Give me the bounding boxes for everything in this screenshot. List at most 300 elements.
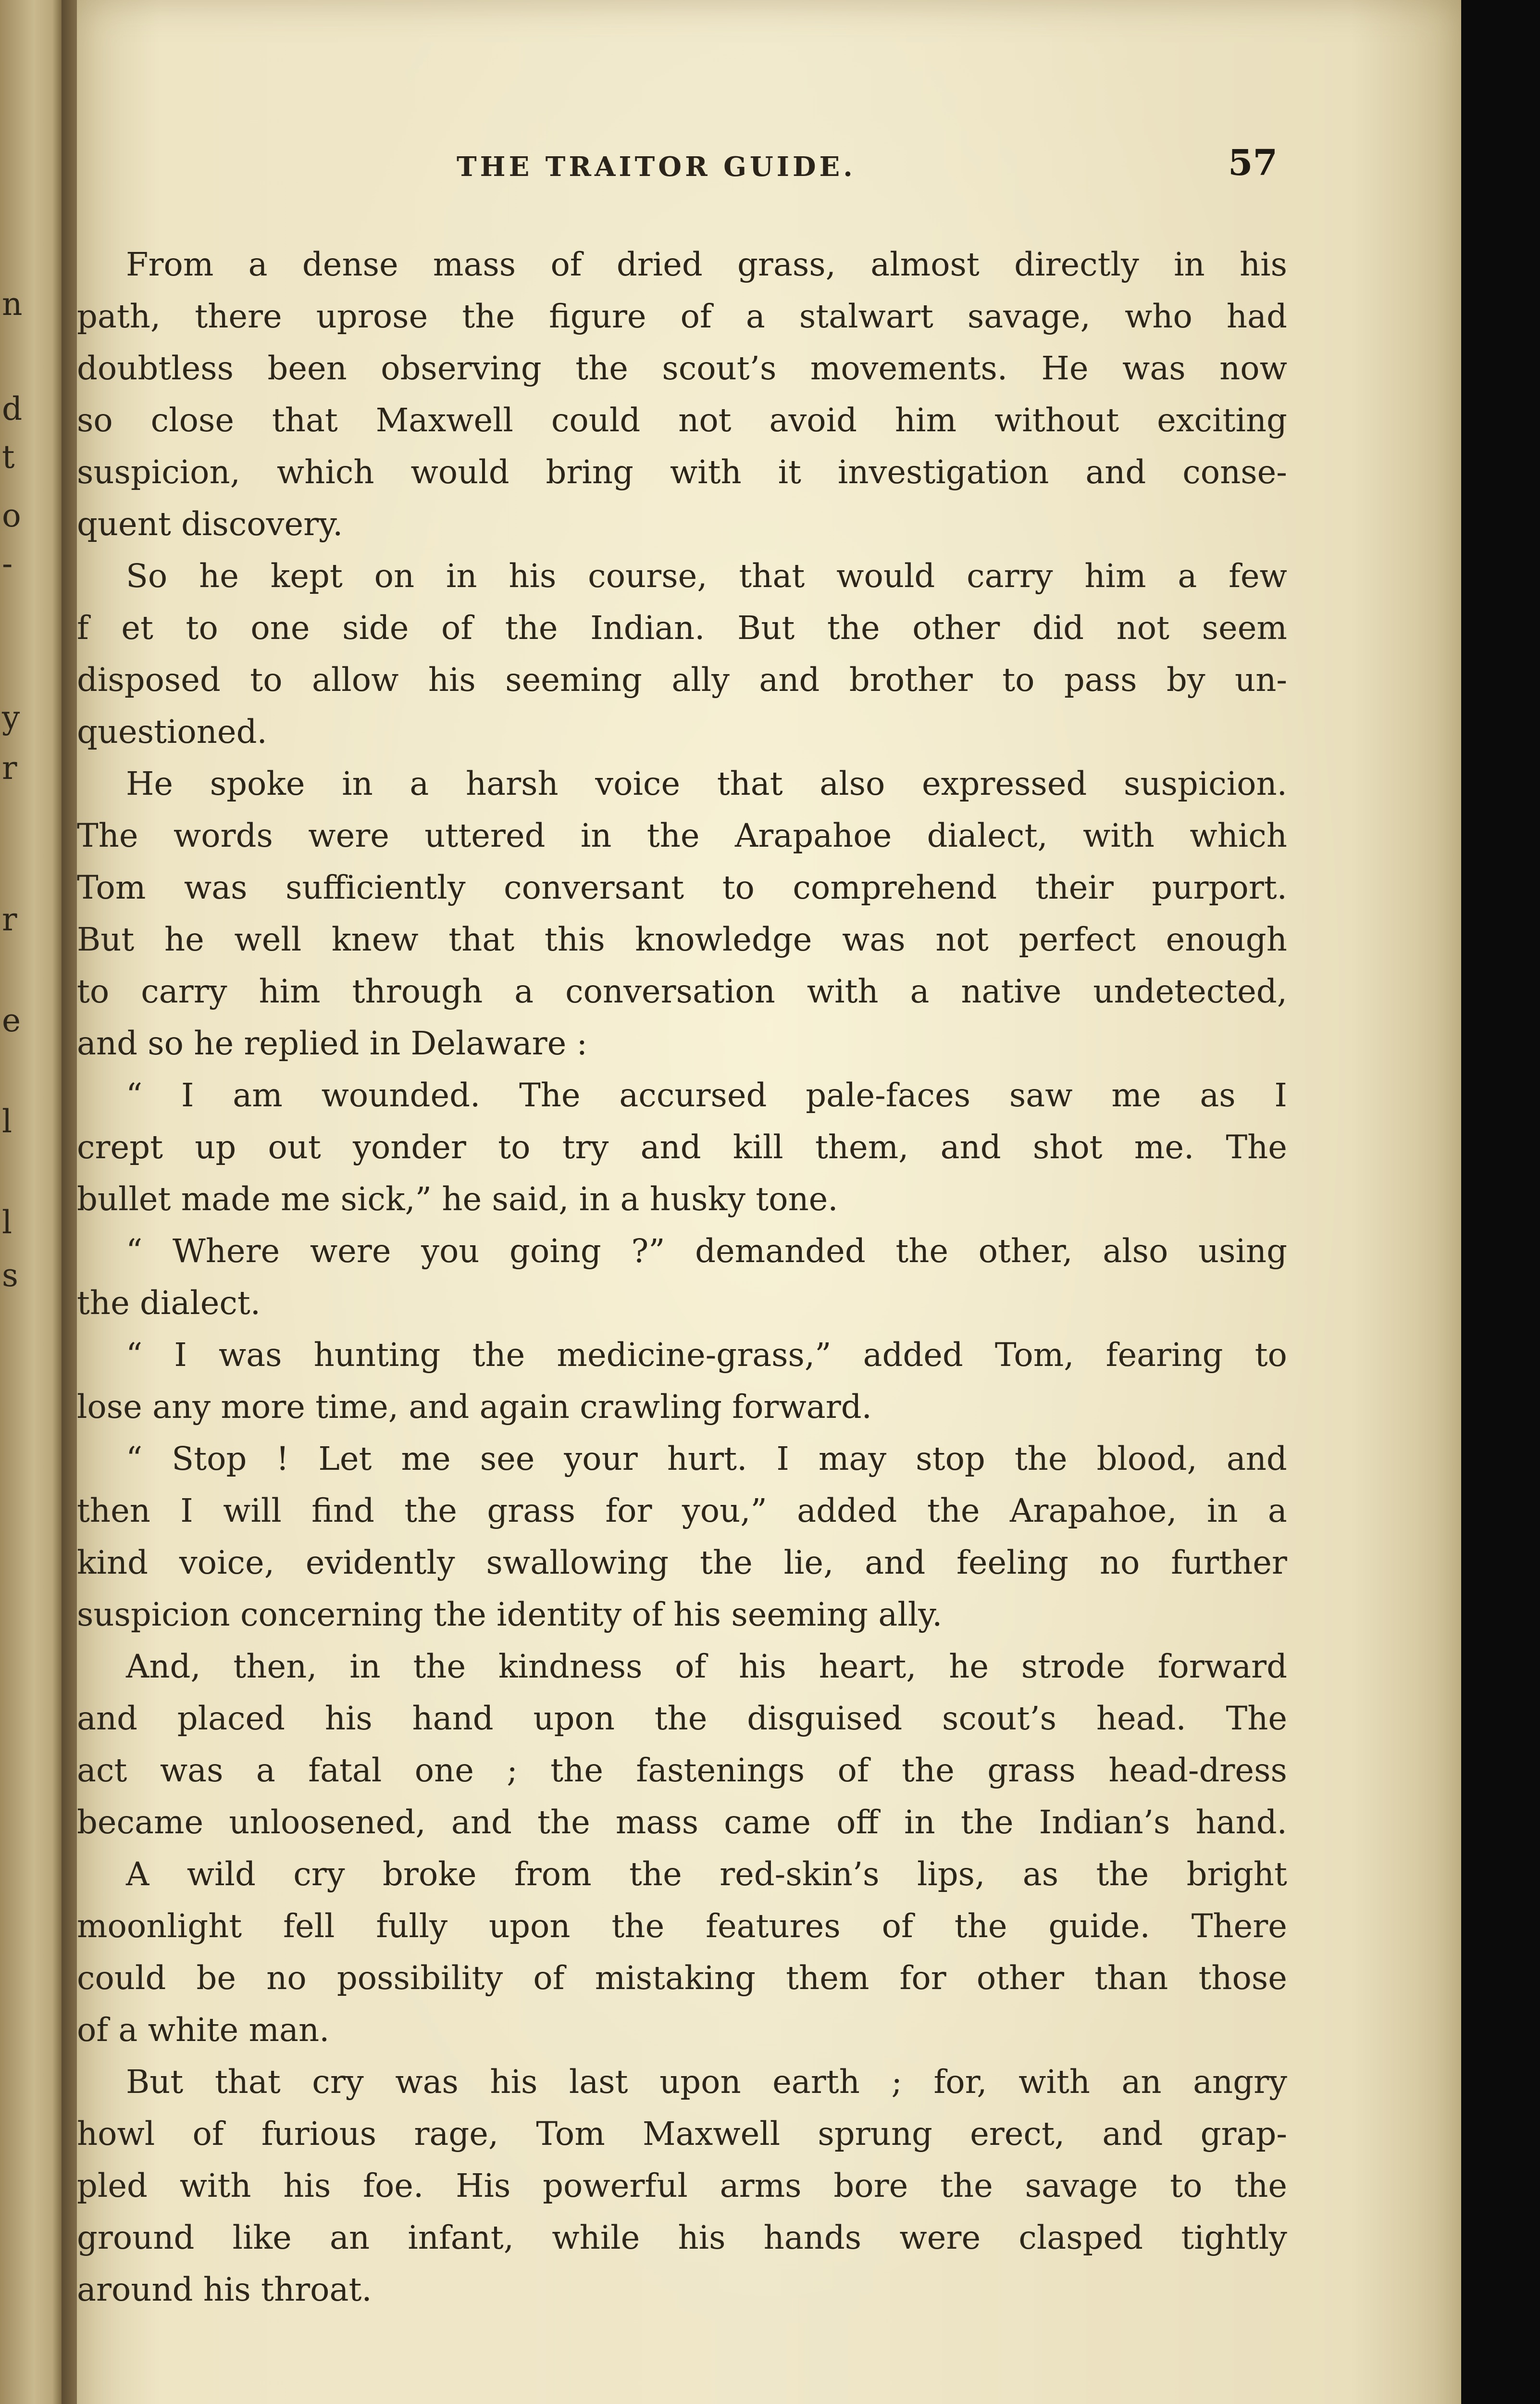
word: not	[1116, 609, 1170, 647]
left-page-fragment: t	[2, 438, 15, 476]
word: heart,	[819, 1648, 917, 1685]
word: was	[160, 1752, 224, 1789]
word: a	[1178, 557, 1197, 595]
word: stalwart	[799, 298, 933, 335]
word: Indian.	[590, 609, 705, 647]
text-line	[77, 238, 1287, 290]
word: could	[77, 1959, 166, 1997]
word: no	[266, 1959, 307, 1997]
text-line	[77, 1796, 1287, 1848]
word: sufficiently	[286, 869, 466, 906]
word: so	[77, 401, 113, 439]
word: him	[894, 401, 957, 439]
word: infant,	[408, 2219, 514, 2256]
text-line	[77, 602, 1287, 654]
word: the	[575, 350, 628, 387]
word: hand.	[1195, 1803, 1287, 1841]
word: added	[863, 1336, 963, 1374]
word: their	[1035, 869, 1114, 906]
word: medicine-grass,”	[557, 1336, 832, 1374]
word: the	[611, 1907, 665, 1945]
word: that	[448, 921, 515, 958]
word: suspicion.	[1123, 765, 1287, 802]
left-page-fragment: s	[2, 1257, 18, 1294]
word: words	[173, 817, 273, 854]
text-line	[77, 654, 1287, 706]
word: to	[722, 869, 755, 906]
word: ally	[671, 661, 730, 699]
word: wild	[186, 1855, 256, 1893]
word: me	[401, 1440, 451, 1477]
word: a	[745, 298, 765, 335]
word: did	[1032, 609, 1084, 647]
word: cry	[312, 2063, 364, 2101]
word: angry	[1193, 2063, 1287, 2101]
word: broke	[383, 1855, 477, 1893]
word: fastenings	[636, 1752, 805, 1789]
word: those	[1198, 1959, 1287, 1997]
book-page	[77, 0, 1461, 2404]
word: movements.	[810, 350, 1008, 387]
word: conversation	[565, 973, 775, 1010]
word: of	[550, 246, 582, 283]
word: course,	[588, 557, 708, 595]
word: your	[564, 1440, 638, 1477]
word: and	[640, 1128, 701, 1166]
word: lie,	[783, 1544, 834, 1581]
word: will	[223, 1492, 282, 1529]
word: the	[537, 1803, 590, 1841]
word: would	[836, 557, 935, 595]
word: them	[786, 1959, 869, 1997]
word: knowledge	[635, 921, 812, 958]
text-line: of a white man.	[77, 2011, 330, 2049]
word: to	[250, 661, 283, 699]
word: last	[569, 2063, 628, 2101]
word: with	[807, 973, 879, 1010]
word: to	[186, 609, 218, 647]
word: dried	[616, 246, 703, 283]
word: “	[126, 1336, 143, 1374]
word: The	[519, 1077, 581, 1114]
word: cry	[293, 1855, 345, 1893]
word: placed	[177, 1700, 286, 1737]
word: perfect	[1018, 921, 1136, 958]
word: comprehend	[793, 869, 997, 906]
word: him	[259, 973, 321, 1010]
word: A	[126, 1855, 149, 1893]
scan-background-edge	[1461, 0, 1540, 2404]
word: be	[196, 1959, 236, 1997]
text-line	[77, 2160, 1287, 2212]
previous-page-edge	[0, 0, 62, 2404]
word: other	[912, 609, 1000, 647]
word: to	[1002, 661, 1035, 699]
word: was	[184, 869, 248, 906]
text-line	[77, 1329, 1287, 1381]
text-line	[77, 965, 1287, 1017]
left-page-fragment: -	[2, 545, 13, 582]
word: the	[902, 1752, 955, 1789]
word: act	[77, 1752, 127, 1789]
word: the	[700, 1544, 753, 1581]
word: and	[1226, 1440, 1287, 1477]
word: of	[680, 298, 712, 335]
word: and	[77, 1700, 137, 1737]
word: with	[1083, 817, 1155, 854]
word: came	[724, 1803, 811, 1841]
word: upon	[489, 1907, 571, 1945]
page-number: 57	[1228, 142, 1278, 184]
word: his	[428, 661, 476, 699]
word: clasped	[1018, 2219, 1143, 2256]
word: in	[904, 1803, 935, 1841]
word: uttered	[424, 817, 546, 854]
word: pale-faces	[806, 1077, 971, 1114]
word: hands	[763, 2219, 862, 2256]
word: one	[414, 1752, 474, 1789]
text-line	[77, 1848, 1287, 1900]
word: was	[1122, 350, 1186, 387]
text-line	[77, 1433, 1287, 1485]
word: side	[342, 609, 409, 647]
word: for,	[933, 2063, 987, 2101]
word: been	[267, 350, 347, 387]
word: uprose	[316, 298, 428, 335]
word: in	[1206, 1492, 1238, 1529]
word: Tom	[536, 2115, 605, 2153]
word: head-dress	[1108, 1752, 1287, 1789]
word: From	[126, 246, 214, 283]
word: savage,	[967, 298, 1091, 335]
left-page-fragment: o	[2, 497, 21, 534]
word: few	[1229, 557, 1287, 595]
word: f	[77, 609, 89, 647]
text-line: lose any more time, and again crawling forward.	[77, 1388, 872, 1426]
word: in	[446, 557, 477, 595]
word: grap-	[1200, 2115, 1287, 2153]
word: of	[441, 609, 473, 647]
word: and	[865, 1544, 926, 1581]
word: also	[820, 765, 885, 802]
text-line	[77, 1225, 1287, 1277]
word: while	[552, 2219, 640, 2256]
word: exciting	[1157, 401, 1287, 439]
word: try	[562, 1128, 609, 1166]
word: a	[910, 973, 930, 1010]
word: conversant	[504, 869, 684, 906]
word: his	[509, 557, 557, 595]
word: then,	[233, 1648, 317, 1685]
word: strode	[1021, 1648, 1125, 1685]
word: And,	[126, 1648, 201, 1685]
word: had	[1226, 298, 1287, 335]
word: blood,	[1096, 1440, 1197, 1477]
text-line: questioned.	[77, 713, 267, 751]
word: and	[759, 661, 820, 699]
word: pass	[1064, 661, 1137, 699]
text-line	[77, 2056, 1287, 2108]
word: a	[1267, 1492, 1287, 1529]
text-line	[77, 1485, 1287, 1537]
word: that	[739, 557, 805, 595]
text-line	[77, 1952, 1287, 2004]
word: !	[276, 1440, 289, 1477]
word: that	[272, 401, 338, 439]
text-line	[77, 1692, 1287, 1744]
word: which	[276, 453, 374, 491]
word: Stop	[172, 1440, 247, 1477]
text-line	[77, 446, 1287, 498]
word: I	[174, 1336, 187, 1374]
word: He	[126, 765, 174, 802]
word: undetected,	[1093, 973, 1287, 1010]
word: with	[179, 2167, 251, 2204]
word: Maxwell	[375, 401, 513, 439]
text-line	[77, 550, 1287, 602]
text-line	[77, 290, 1287, 342]
text-line: quent discovery.	[77, 505, 343, 543]
word: am	[233, 1077, 283, 1114]
word: mass	[615, 1803, 699, 1841]
word: no	[1099, 1544, 1140, 1581]
word: them,	[815, 1128, 909, 1166]
word: to	[1254, 1336, 1287, 1374]
word: his	[738, 1648, 786, 1685]
word: and	[940, 1128, 1001, 1166]
word: feeling	[956, 1544, 1069, 1581]
word: other	[976, 1959, 1064, 1997]
word: you,”	[682, 1492, 767, 1529]
left-page-fragment: l	[2, 1103, 12, 1140]
word: et	[121, 609, 153, 647]
word: and	[451, 1803, 512, 1841]
word: the	[1234, 2167, 1287, 2204]
word: Arapahoe	[734, 817, 892, 854]
word: his	[1240, 246, 1287, 283]
word: savage	[1025, 2167, 1138, 2204]
word: pled	[77, 2167, 148, 2204]
word: bore	[833, 2167, 908, 2204]
word: now	[1219, 350, 1287, 387]
word: were	[308, 817, 389, 854]
word: as	[1022, 1855, 1059, 1893]
word: Where	[172, 1232, 280, 1270]
text-line	[77, 2108, 1287, 2160]
word: harsh	[466, 765, 559, 802]
word: a	[248, 246, 268, 283]
word: mass	[433, 246, 516, 283]
left-page-fragment: d	[2, 390, 23, 427]
text-line: around his throat.	[77, 2271, 372, 2308]
left-page-fragment: r	[2, 750, 17, 787]
left-page-fragment: r	[2, 901, 17, 938]
word: His	[456, 2167, 511, 2204]
word: suspicion,	[77, 453, 240, 491]
word: crept	[77, 1128, 163, 1166]
text-line	[77, 1900, 1287, 1952]
word: carry	[967, 557, 1053, 595]
word: seeming	[505, 661, 642, 699]
word: The	[1226, 1700, 1287, 1737]
page-header	[77, 142, 1461, 195]
text-line	[77, 758, 1287, 810]
word: the	[1014, 1440, 1068, 1477]
word: through	[352, 973, 483, 1010]
word: kill	[733, 1128, 783, 1166]
word: with	[670, 453, 742, 491]
word: was	[842, 921, 906, 958]
word: head.	[1096, 1700, 1186, 1737]
word: him	[1084, 557, 1146, 595]
word: But	[77, 921, 135, 958]
word: the	[550, 1752, 603, 1789]
word: from	[514, 1855, 592, 1893]
left-page-fragment: y	[2, 699, 20, 736]
word: he	[199, 557, 239, 595]
word: features	[706, 1907, 841, 1945]
word: ;	[891, 2063, 902, 2101]
word: you	[421, 1232, 480, 1270]
word: the	[629, 1855, 682, 1893]
word: lips,	[917, 1855, 985, 1893]
word: for	[605, 1492, 652, 1529]
word: it	[778, 453, 801, 491]
word: demanded	[695, 1232, 866, 1270]
word: then	[77, 1492, 150, 1529]
word: avoid	[769, 401, 857, 439]
word: close	[150, 401, 234, 439]
word: the	[827, 609, 880, 647]
word: of	[675, 1648, 707, 1685]
word: hunting	[313, 1336, 441, 1374]
text-line: bullet made me sick,” he said, in a husky tone.	[77, 1180, 838, 1218]
word: moonlight	[77, 1907, 242, 1945]
word: scout’s	[662, 350, 777, 387]
word: So	[126, 557, 168, 595]
word: kept	[270, 557, 343, 595]
word: seem	[1202, 609, 1287, 647]
text-line	[77, 1537, 1287, 1589]
word: un-	[1235, 661, 1287, 699]
word: stop	[916, 1440, 985, 1477]
text-line	[77, 862, 1287, 914]
word: became	[77, 1803, 204, 1841]
word: disguised	[747, 1700, 903, 1737]
word: the	[505, 609, 558, 647]
word: me	[1111, 1077, 1161, 1114]
text-line	[77, 342, 1287, 394]
word: a	[514, 973, 534, 1010]
word: kind	[77, 1544, 149, 1581]
word: spoke	[210, 765, 305, 802]
word: tightly	[1181, 2219, 1287, 2256]
word: Arapahoe,	[1009, 1492, 1177, 1529]
word: “	[126, 1232, 143, 1270]
text-line: suspicion concerning the identity of his seeming ally.	[77, 1596, 943, 1633]
word: unloosened,	[229, 1803, 426, 1841]
word: ;	[507, 1752, 518, 1789]
word: guide.	[1048, 1907, 1150, 1945]
word: Indian’s	[1039, 1803, 1170, 1841]
word: native	[961, 973, 1062, 1010]
word: in	[349, 1648, 381, 1685]
word: the	[472, 1336, 525, 1374]
word: in	[342, 765, 373, 802]
word: forward	[1157, 1648, 1287, 1685]
text-line	[77, 1121, 1287, 1173]
word: hand	[412, 1700, 494, 1737]
word: and	[1102, 2115, 1163, 2153]
word: not	[935, 921, 989, 958]
word: doubtless	[77, 350, 234, 387]
word: the	[960, 1803, 1014, 1841]
word: that	[717, 765, 783, 802]
text-line	[77, 2212, 1287, 2264]
word: conse-	[1182, 453, 1287, 491]
word: using	[1198, 1232, 1287, 1270]
word: a	[256, 1752, 275, 1789]
word: on	[374, 557, 415, 595]
word: yonder	[353, 1128, 466, 1166]
word: The	[1226, 1128, 1287, 1166]
word: added	[797, 1492, 897, 1529]
word: investigation	[837, 453, 1049, 491]
word: his	[283, 2167, 331, 2204]
word: earth	[772, 2063, 860, 2101]
word: of	[882, 1907, 913, 1945]
word: see	[480, 1440, 535, 1477]
text-line: and so he replied in Delaware :	[77, 1025, 588, 1062]
word: evidently	[305, 1544, 455, 1581]
word: furious	[261, 2115, 377, 2153]
word: carry	[141, 973, 227, 1010]
word: the	[404, 1492, 457, 1529]
word: bright	[1186, 1855, 1287, 1893]
text-line	[77, 1744, 1287, 1796]
word: off	[836, 1803, 879, 1841]
word: arms	[720, 2167, 802, 2204]
word: the	[413, 1648, 466, 1685]
word: upon	[533, 1700, 615, 1737]
word: was	[218, 1336, 282, 1374]
word: also	[1103, 1232, 1168, 1270]
word: I	[181, 1077, 194, 1114]
word: me.	[1134, 1128, 1194, 1166]
word: accursed	[619, 1077, 767, 1114]
word: up	[195, 1128, 236, 1166]
word: foe.	[363, 2167, 424, 2204]
word: than	[1094, 1959, 1168, 1997]
word: upon	[659, 2063, 741, 2101]
word: could	[551, 401, 641, 439]
text-line	[77, 1640, 1287, 1692]
word: the	[940, 2167, 993, 2204]
left-page-fragment: l	[2, 1204, 12, 1241]
word: not	[678, 401, 732, 439]
word: howl	[77, 2115, 155, 2153]
word: further	[1171, 1544, 1287, 1581]
word: erect,	[970, 2115, 1065, 2153]
running-head: THE TRAITOR GUIDE.	[457, 151, 856, 183]
word: shot	[1032, 1128, 1103, 1166]
text-line	[77, 1069, 1287, 1121]
word: and	[1085, 453, 1146, 491]
word: mistaking	[595, 1959, 756, 1997]
word: fatal	[308, 1752, 382, 1789]
word: allow	[311, 661, 399, 699]
text-line: the dialect.	[77, 1284, 261, 1322]
